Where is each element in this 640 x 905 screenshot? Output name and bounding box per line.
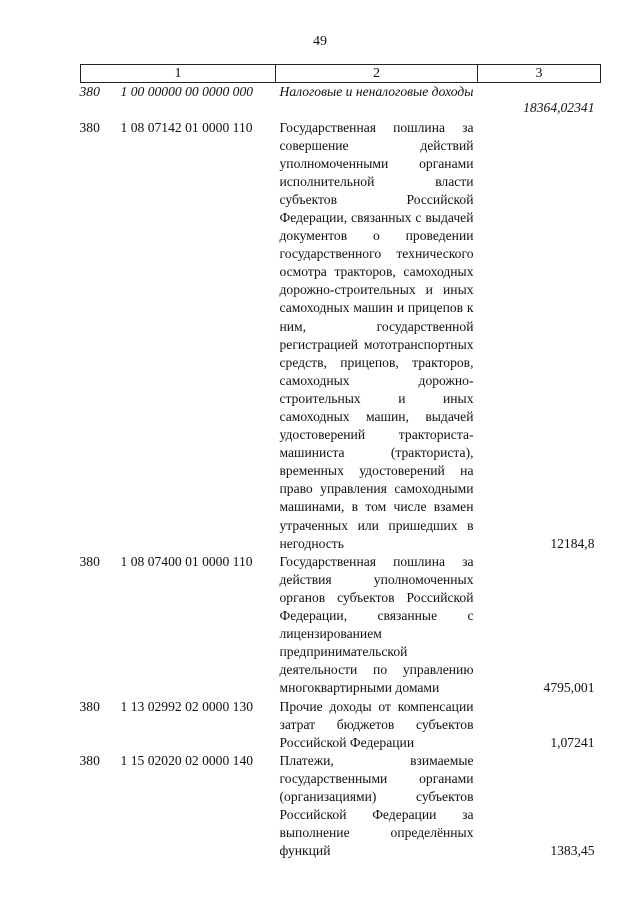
revenue-table [80,64,601,860]
revenue-name: Государственная пошлина за действия уполномоченных органов субъектов Российской Федерации, связанные с лицензированием предпринимательской деятельности по управлению многоквартирными домами [279,553,474,696]
code-cell [81,698,276,752]
revenue-value: 1,07241 [550,734,595,750]
revenue-name: Налоговые и неналоговые доходы [279,84,474,99]
admin-code: 380 [79,752,100,768]
budget-code: 1 13 02992 02 0000 130 [120,698,254,714]
table-row [81,553,601,698]
budget-code: 1 08 07142 01 0000 110 [120,119,253,135]
table-row [81,119,601,553]
code-cell [81,553,276,698]
column-header-1: 1 [81,65,276,83]
code-cell [81,119,276,553]
table-row [81,752,601,861]
admin-code: 380 [79,84,100,99]
table-row [81,698,601,752]
revenue-name: Платежи, взимаемые государственными органами (организациями) субъектов Российской Федерации за выполнение определённых функций [279,752,474,859]
code-cell [81,83,276,119]
admin-code: 380 [79,553,100,569]
table-row [81,83,601,119]
admin-code: 380 [79,698,100,714]
admin-code: 380 [79,119,100,135]
budget-code: 1 00 00000 00 0000 000 [120,84,254,99]
column-header-3: 3 [478,65,601,83]
revenue-value: 18364,02341 [523,100,595,116]
revenue-name: Прочие доходы от компенсации затрат бюджетов субъектов Российской Федерации [279,698,474,750]
table-header-row [81,65,601,83]
revenue-value: 12184,8 [550,535,595,551]
code-cell [81,752,276,861]
revenue-name: Государственная пошлина за совершение действий уполномоченными органами исполнительной власти субъектов Российской Федерации, связанных с выдачей документов о проведении государственного технического осмотра тракторов, самоходных дорожно-строительных и иных самоходных машин и прицепов к ним, государственной регистрацией мототранспортных средств, прицепов, тракторов, самоходных дорожно-строительных и иных самоходных машин, выдачей удостоверений тракториста-машиниста (тракториста), временных удостоверений на право управления самоходными машинами, в том числе взамен утраченных или пришедших в негодность [279,119,474,551]
budget-code: 1 15 02020 02 0000 140 [120,752,254,768]
column-header-2: 2 [276,65,478,83]
revenue-value: 1383,45 [550,843,595,859]
page-number: 49 [313,34,327,49]
revenue-value: 4795,001 [543,680,595,696]
budget-code: 1 08 07400 01 0000 110 [120,553,253,569]
